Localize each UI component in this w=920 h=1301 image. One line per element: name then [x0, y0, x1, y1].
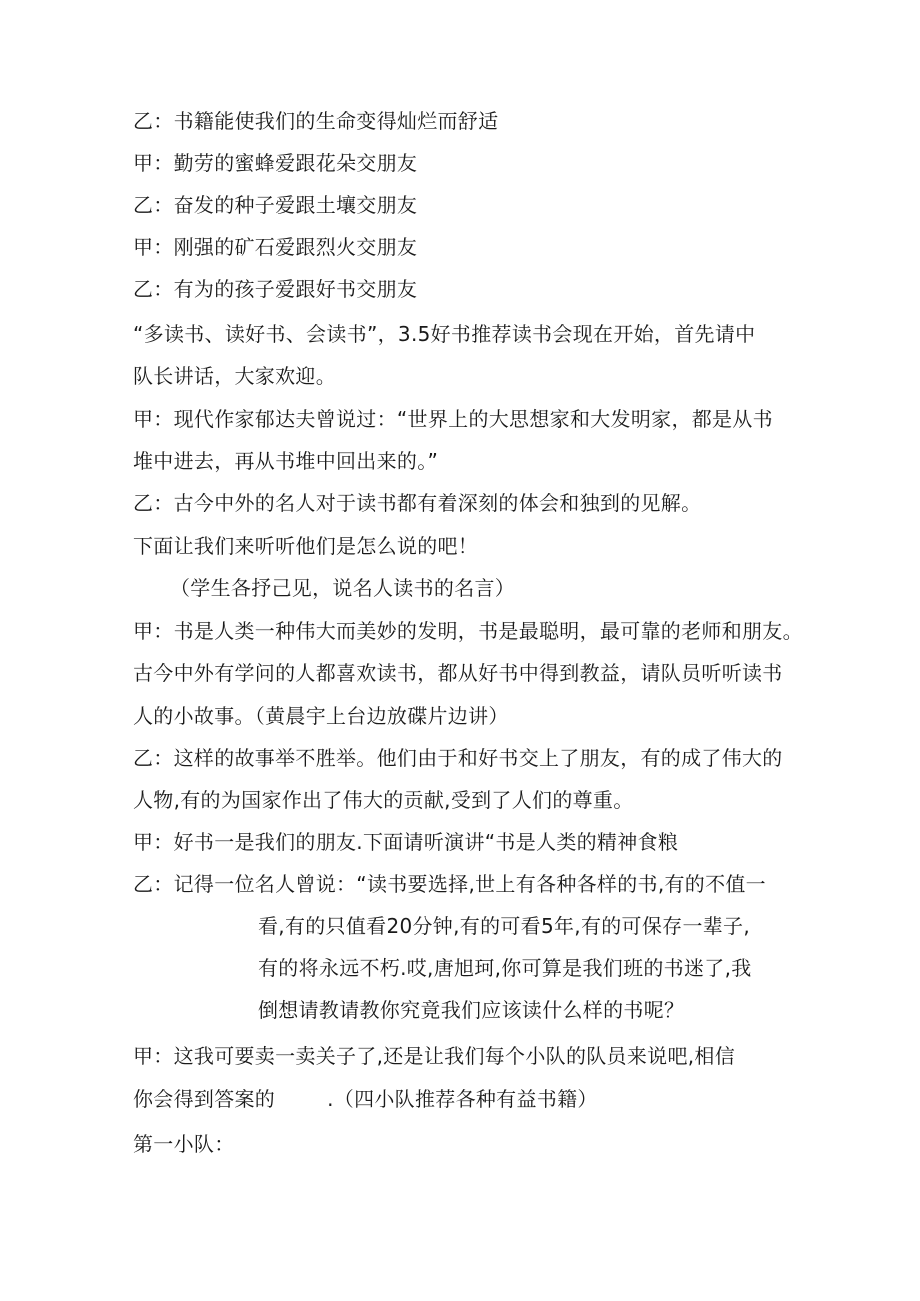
text-line: 甲：书是人类一种伟大而美妙的发明，书是最聪明，最可靠的老师和朋友。: [133, 619, 803, 643]
stage-direction: （学生各抒己见，说名人读书的名言）: [170, 576, 516, 600]
text-line: 人物,有的为国家作出了伟大的贡献,受到了人们的尊重。: [133, 788, 634, 812]
text-line: 乙：有为的孩子爱跟好书交朋友: [133, 277, 418, 301]
quote-line: 倒想请教请教你究竟我们应该读什么样的书呢？: [258, 998, 685, 1022]
text-line: 甲：这我可要卖一卖关子了,还是让我们每个小队的队员来说吧,相信: [133, 1044, 736, 1068]
section-heading: 第一小队：: [133, 1132, 235, 1156]
text-line: 甲：现代作家郁达夫曾说过：“世界上的大思想家和大发明家，都是从书: [133, 407, 773, 431]
text-line: 甲：勤劳的蜜蜂爱跟花朵交朋友: [133, 151, 418, 175]
text-line: 人的小故事。（黄晨宇上台边放碟片边讲）: [133, 704, 509, 728]
text-line: 下面让我们来听听他们是怎么说的吧！: [133, 534, 479, 558]
text-line: 堆中进去，再从书堆中回出来的。”: [133, 449, 439, 473]
text-line: 乙：这样的故事举不胜举。他们由于和好书交上了朋友，有的成了伟大的: [133, 746, 783, 770]
text-line: 队长讲话，大家欢迎。: [133, 364, 336, 388]
text-line: 甲：好书一是我们的朋友.下面请听演讲“书是人类的精神食粮: [133, 830, 679, 854]
quote-line: 看,有的只值看20分钟,有的可看5年,有的可保存一辈子,: [258, 914, 751, 938]
text-line: 古今中外有学问的人都喜欢读书，都从好书中得到教益，请队员听听读书: [133, 661, 783, 685]
text-segment: .（四小队推荐各种有益书籍）: [327, 1087, 598, 1111]
text-segment: 你会得到答案的: [133, 1087, 276, 1111]
text-line-with-gap: [133, 1086, 598, 1112]
text-line: 乙：记得一位名人曾说：“读书要选择,世上有各种各样的书,有的不值一: [133, 872, 766, 896]
text-line: 乙：书籍能使我们的生命变得灿烂而舒适: [133, 109, 499, 133]
quote-line: 有的将永远不朽.哎,唐旭珂,你可算是我们班的书迷了,我: [258, 956, 752, 980]
text-line: 乙：古今中外的名人对于读书都有着深刻的体会和独到的见解。: [133, 491, 702, 515]
text-line: 乙：奋发的种子爱跟土壤交朋友: [133, 193, 418, 217]
text-line: “多读书、读好书、会读书”，3.5好书推荐读书会现在开始，首先请中: [133, 322, 756, 346]
text-line: 甲：刚强的矿石爱跟烈火交朋友: [133, 235, 418, 259]
